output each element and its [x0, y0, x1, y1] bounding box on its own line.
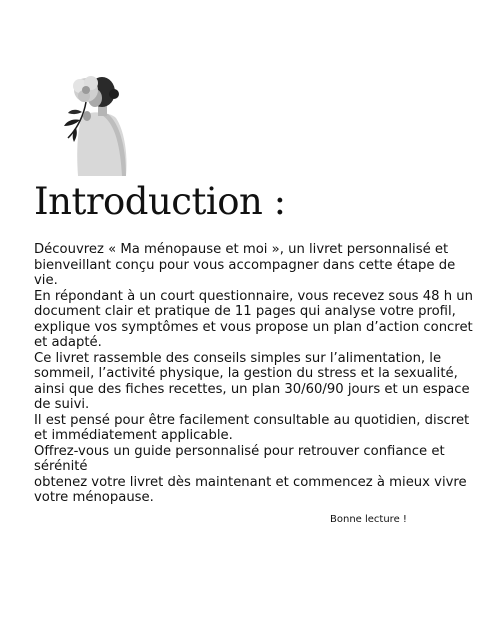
paragraph: Offrez-vous un guide personnalisé pour retrouver confiance et sérénité: [34, 443, 445, 474]
paragraph: Ce livret rassemble des conseils simples sur l’alimentation, le sommeil, l’activité physique, la gestion du stress et la sexualité, ainsi que des fiches recettes, un plan 30/60/90 jours et un espace de suivi.: [34, 350, 470, 412]
paragraph: obtenez votre livret dès maintenant et commencez à mieux vivre votre ménopause.: [34, 474, 467, 505]
paragraph: Il est pensé pour être facilement consultable au quotidien, discret et immédiatement applicable.: [34, 412, 470, 443]
paragraph: Découvrez « Ma ménopause et moi », un livret personnalisé et bienveillant conçu pour vous accompagner dans cette étape de vie.: [34, 242, 456, 288]
woman-with-flower-photo: [60, 58, 132, 178]
intro-body: [34, 242, 474, 506]
page-title: Introduction :: [34, 180, 286, 223]
paragraph: En répondant à un court questionnaire, vous recevez sous 48 h un document clair et pratique de 11 pages qui analyse votre profil, explique vos symptômes et vous propose un plan d’action concret et adapté.: [34, 288, 473, 350]
closing-text: Bonne lecture !: [330, 514, 407, 525]
